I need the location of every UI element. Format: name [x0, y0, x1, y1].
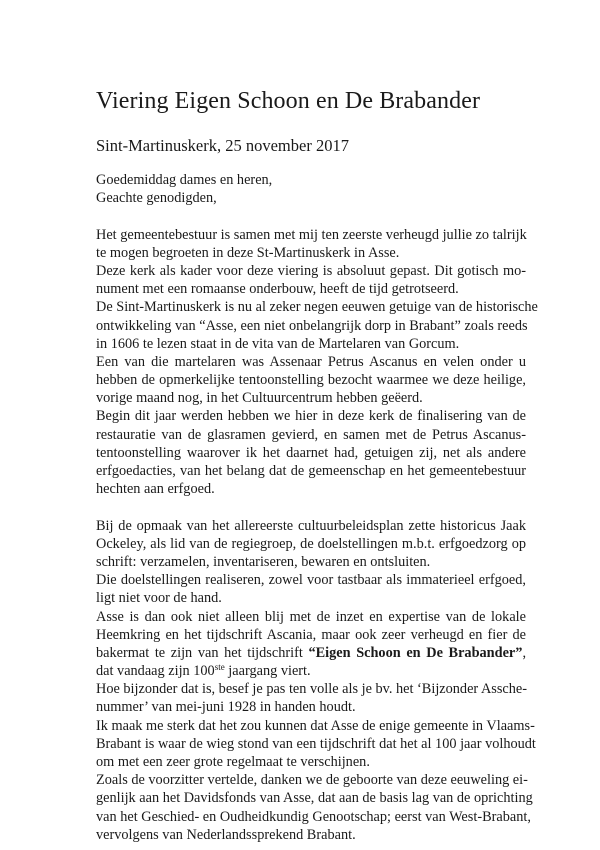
highlight-line-2: dat vandaag zijn 100ste jaargang viert.: [96, 662, 311, 680]
magazine-name: “Eigen Schoon en De Brabander”: [308, 644, 523, 661]
text-line: in 1606 te lezen staat in de vita van de Martelaren van Gorcum.: [96, 335, 460, 352]
text-line: genlijk aan het Davidsfonds van Asse, dat aan de basis lag van de oprichting: [96, 790, 533, 807]
document-body: [96, 171, 538, 844]
text-line: Brabant is waar de wieg stond van een tijdschrift dat het al 100 jaar volhoudt: [96, 735, 536, 752]
text-line: Begin dit jaar werden hebben we hier in deze kerk de finalisering van de: [96, 408, 526, 425]
text-line: De Sint-Martinuskerk is nu al zeker negen eeuwen getuige van de historische: [96, 299, 538, 316]
text-line: Ik maak me sterk dat het zou kunnen dat Asse de enige gemeente in Vlaams-: [96, 717, 535, 734]
text-line: vorige maand nog, in het Cultuurcentrum hebben geëerd.: [96, 390, 423, 407]
text-line: Het gemeentebestuur is samen met mij ten zeerste verheugd jullie zo talrijk: [96, 226, 527, 243]
text-line: van het Geschied- en Oudheidkundig Genootschap; eerst van West-Brabant,: [96, 808, 531, 825]
text-line: Ockeley, als lid van de regiegroep, de doelstellingen m.b.t. erfgoedzorg op: [96, 535, 526, 552]
text-line: Goedemiddag dames en heren,: [96, 172, 273, 188]
text-line: Hoe bijzonder dat is, besef je pas ten volle als je bv. het ‘Bijzonder Assche-: [96, 681, 528, 698]
text-line: ontwikkeling van “Asse, een niet onbelangrijk dorp in Brabant” zoals reeds: [96, 317, 528, 334]
text-line: ligt niet voor de hand.: [96, 590, 222, 607]
greeting: [96, 171, 526, 207]
text-line: hebben de opmerkelijke tentoonstelling bezocht waarmee we deze heilige,: [96, 372, 526, 389]
text-line: restauratie van de glasramen gevierd, en samen met de Petrus Ascanus-: [96, 426, 526, 443]
text-line: nummer’ van mei-juni 1928 in handen houdt.: [96, 699, 356, 716]
text-line: hechten aan erfgoed.: [96, 481, 215, 498]
text-line: Geachte genodigden,: [96, 190, 217, 207]
document-subtitle: Sint-Martinuskerk, 25 november 2017: [96, 136, 349, 155]
text-line: schrift: verzamelen, inventariseren, bewaren en ontsluiten.: [96, 553, 431, 570]
text-line: Deze kerk als kader voor deze viering is absoluut gepast. Dit gotisch mo-: [96, 262, 526, 279]
text-line: Die doelstellingen realiseren, zowel voor tastbaar als immaterieel erfgoed,: [96, 572, 526, 589]
document-title: Viering Eigen Schoon en De Brabander: [96, 88, 481, 114]
paragraph-block-2: [96, 517, 526, 644]
text-line: Heemkring en het tijdschrift Ascania, maar ook zeer verheugd en fier de: [96, 626, 526, 643]
text-line: te mogen begroeten in deze St-Martinuskerk in Asse.: [96, 244, 400, 261]
text-line: Bij de opmaak van het allereerste cultuurbeleidsplan zette historicus Jaak: [96, 517, 526, 534]
text-line: erfgoedacties, van het belang dat de gemeenschap en het gemeentebestuur: [96, 463, 526, 479]
text-line: vervolgens van Nederlandssprekend Brabant.: [96, 826, 356, 843]
text-line: om met een zeer grote regelmaat te verschijnen.: [96, 754, 370, 770]
ordinal-superscript: ste: [214, 662, 225, 673]
highlight-line: bakermat te zijn van het tijdschrift “Eigen Schoon en De Brabander”,: [96, 644, 527, 661]
text-line: Een van die martelaren was Assenaar Petrus Ascanus en velen onder u: [96, 353, 526, 370]
text-line: tentoonstelling waarover ik het daarnet had, getuigen zij, net als andere: [96, 444, 526, 461]
text-line: nument met een romaanse onderbouw, heeft de tijd getrotseerd.: [96, 281, 459, 298]
paragraph-block-1: [96, 226, 538, 499]
paragraph-block-3: [96, 680, 536, 844]
text-line: Zoals de voorzitter vertelde, danken we de geboorte van deze eeuweling ei-: [96, 772, 528, 789]
text-line: Asse is dan ook niet alleen blij met de inzet en expertise van de lokale: [96, 608, 526, 625]
